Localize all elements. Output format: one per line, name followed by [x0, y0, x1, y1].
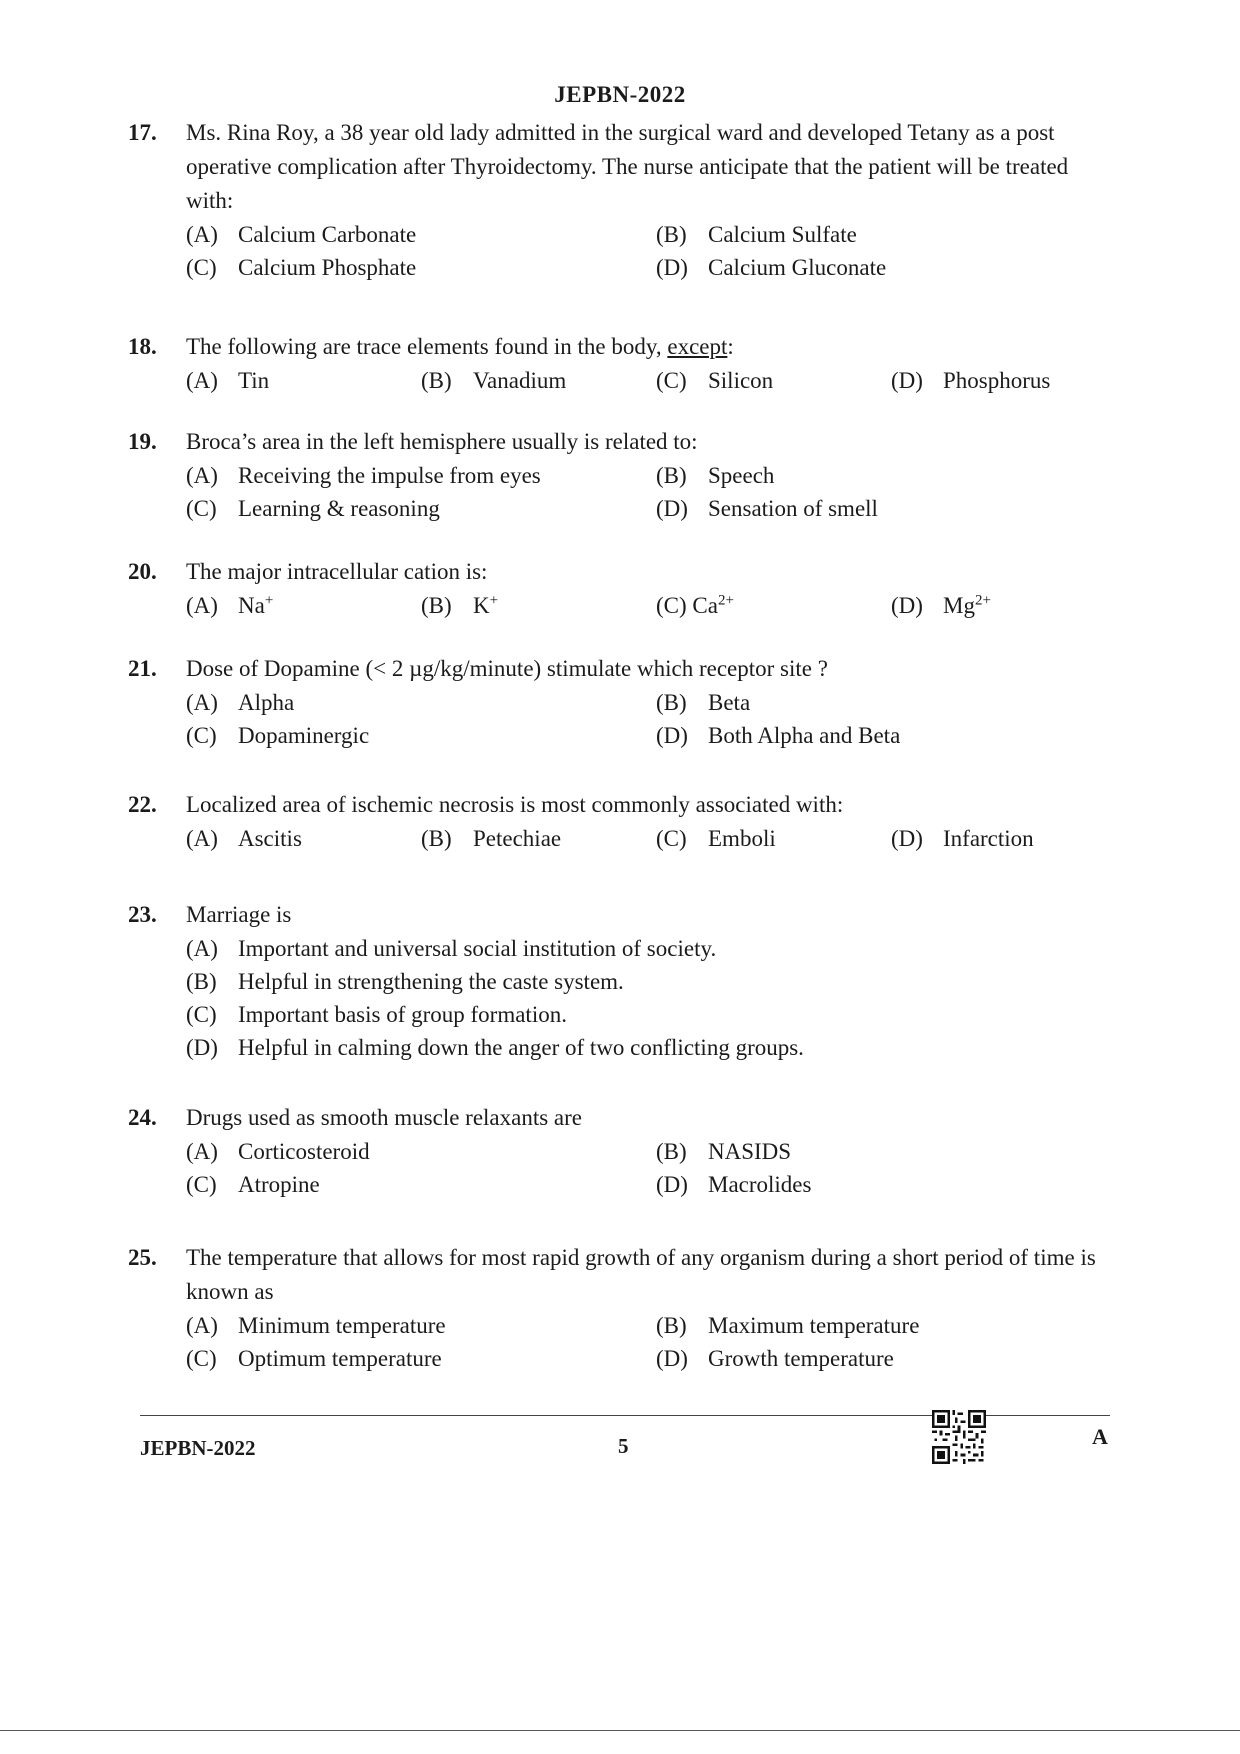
option-text: Macrolides [708, 1172, 812, 1197]
option-text: Dopaminergic [238, 723, 370, 748]
option-d [656, 1168, 1096, 1201]
option-a [186, 459, 656, 492]
option-text: Speech [708, 463, 775, 488]
question-stem: Drugs used as smooth muscle relaxants are [186, 1105, 583, 1130]
option-c [186, 492, 656, 525]
option-letter: (D) [656, 1346, 688, 1371]
option-letter: (B) [656, 1313, 687, 1338]
option-text: Silicon [708, 368, 774, 393]
option-text: Calcium Sulfate [708, 222, 857, 247]
option-letter: (C) [186, 496, 217, 521]
option-letter: (B) [421, 368, 452, 393]
option-text: Alpha [238, 690, 295, 715]
option-letter: (C) [186, 1002, 217, 1027]
question-stem: Ms. Rina Roy, a 38 year old lady admitted in the surgical ward and developed Tetany as a post operative complication after Thyroidectomy. The nurse anticipate that the patient will be treated with: [186, 120, 1069, 213]
option-a [186, 589, 421, 622]
option-d [656, 1342, 1096, 1375]
option-c [656, 589, 891, 622]
option-text: Receiving the impulse from eyes [238, 463, 541, 488]
option-letter: (D) [186, 1035, 218, 1060]
option-letter: (A) [186, 1139, 218, 1164]
option-text: Maximum temperature [708, 1313, 920, 1338]
question-20 [128, 555, 1098, 622]
option-text: NASIDS [708, 1139, 792, 1164]
option-b [421, 589, 656, 622]
option-b [656, 686, 1096, 719]
option-letter: (C) [656, 593, 687, 618]
question-stem-emphasis: except [667, 334, 728, 359]
ion-charge: 2+ [974, 592, 991, 609]
option-d [186, 1031, 1086, 1064]
option-text: Sensation of smell [708, 496, 878, 521]
option-d [656, 492, 1096, 525]
ion-symbol: K [473, 593, 490, 618]
option-text: Important and universal social institution of society. [238, 936, 717, 961]
option-letter: (D) [891, 826, 923, 851]
ion-charge: 2+ [717, 592, 734, 609]
option-c [186, 1342, 656, 1375]
option-letter: (D) [891, 368, 923, 393]
option-letter: (B) [186, 969, 217, 994]
option-letter: (B) [656, 690, 687, 715]
option-text: Infarction [943, 826, 1034, 851]
option-text: Ascitis [238, 826, 302, 851]
question-number: 22. [128, 792, 157, 817]
ion-charge: + [264, 592, 274, 609]
question-19 [128, 425, 1098, 525]
option-letter: (B) [656, 1139, 687, 1164]
option-text: Beta [708, 690, 751, 715]
option-b [421, 364, 656, 397]
page-header: JEPBN-2022 [554, 82, 686, 107]
option-c [656, 822, 891, 855]
option-a [186, 932, 1086, 965]
option-a [186, 218, 656, 251]
option-letter: (A) [186, 222, 218, 247]
option-c [186, 719, 656, 752]
question-number: 18. [128, 334, 157, 359]
option-text: Corticosteroid [238, 1139, 370, 1164]
option-text: Emboli [708, 826, 776, 851]
qr-code-icon [932, 1410, 986, 1464]
option-letter: (C) [186, 723, 217, 748]
option-letter: (D) [656, 723, 688, 748]
ion-symbol: Ca [692, 593, 718, 618]
option-text: Phosphorus [943, 368, 1051, 393]
option-letter: (B) [656, 463, 687, 488]
option-letter: (B) [421, 593, 452, 618]
option-letter: (A) [186, 368, 218, 393]
page-number: 5 [618, 1434, 629, 1458]
question-stem: Marriage is [186, 902, 292, 927]
option-letter: (C) [186, 1172, 217, 1197]
option-letter: (A) [186, 463, 218, 488]
option-b [656, 459, 1096, 492]
question-stem: Dose of Dopamine (< 2 µg/kg/minute) stimulate which receptor site ? [186, 656, 828, 681]
option-a [186, 364, 421, 397]
option-letter: (B) [656, 222, 687, 247]
option-letter: (C) [656, 826, 687, 851]
question-number: 23. [128, 902, 157, 927]
option-d [891, 364, 1126, 397]
option-letter: (C) [186, 1346, 217, 1371]
question-number: 17. [128, 120, 157, 145]
option-c [186, 251, 656, 284]
option-letter: (C) [186, 255, 217, 280]
question-number: 25. [128, 1245, 157, 1270]
option-c [186, 998, 1086, 1031]
scan-edge-line [0, 1730, 1240, 1731]
footer-code: JEPBN-2022 [140, 1436, 256, 1460]
option-d [891, 589, 1126, 622]
option-text: Both Alpha and Beta [708, 723, 901, 748]
option-letter: (D) [656, 496, 688, 521]
option-letter: (A) [186, 1313, 218, 1338]
question-number: 24. [128, 1105, 157, 1130]
option-a [186, 822, 421, 855]
question-24 [128, 1101, 1098, 1201]
option-text: Tin [238, 368, 270, 393]
option-letter: (D) [656, 1172, 688, 1197]
option-letter: (A) [186, 936, 218, 961]
option-b [656, 1135, 1096, 1168]
question-18 [128, 330, 1098, 397]
question-stem: The temperature that allows for most rapid growth of any organism during a short period of time is known as [186, 1245, 1096, 1304]
option-text: Important basis of group formation. [238, 1002, 567, 1027]
question-stem: The major intracellular cation is: [186, 559, 488, 584]
option-a [186, 1309, 656, 1342]
option-letter: (B) [421, 826, 452, 851]
question-21 [128, 652, 1098, 752]
option-text: Helpful in calming down the anger of two conflicting groups. [238, 1035, 804, 1060]
option-b [656, 218, 1096, 251]
question-number: 19. [128, 429, 157, 454]
question-stem-tail: : [727, 334, 734, 359]
option-letter: (C) [656, 368, 687, 393]
option-d [656, 719, 1096, 752]
question-23 [128, 898, 1098, 1064]
option-text: Learning & reasoning [238, 496, 440, 521]
question-17 [128, 116, 1098, 284]
question-22 [128, 788, 1098, 855]
question-25 [128, 1241, 1098, 1375]
option-text: Helpful in strengthening the caste system. [238, 969, 624, 994]
option-text: Atropine [238, 1172, 320, 1197]
ion-symbol: Na [238, 593, 265, 618]
option-text: Vanadium [473, 368, 567, 393]
option-text: Optimum temperature [238, 1346, 442, 1371]
option-a [186, 686, 656, 719]
question-stem: Localized area of ischemic necrosis is most commonly associated with: [186, 792, 844, 817]
ion-charge: + [489, 592, 499, 609]
option-c [186, 1168, 656, 1201]
option-d [891, 822, 1126, 855]
question-number: 21. [128, 656, 157, 681]
option-letter: (A) [186, 690, 218, 715]
option-a [186, 1135, 656, 1168]
option-text: Minimum temperature [238, 1313, 446, 1338]
question-stem [186, 330, 1098, 364]
option-text: Petechiae [473, 826, 562, 851]
option-b [421, 822, 656, 855]
option-text: Calcium Phosphate [238, 255, 417, 280]
option-letter: (D) [891, 593, 923, 618]
option-letter: (D) [656, 255, 688, 280]
option-text: Calcium Carbonate [238, 222, 417, 247]
ion-symbol: Mg [943, 593, 975, 618]
question-set-label: A [1092, 1424, 1108, 1449]
option-text: Calcium Gluconate [708, 255, 887, 280]
option-letter: (A) [186, 593, 218, 618]
question-stem-text: The following are trace elements found in the body, [186, 334, 662, 359]
option-text: Growth temperature [708, 1346, 894, 1371]
question-number: 20. [128, 559, 157, 584]
option-b [186, 965, 1086, 998]
option-c [656, 364, 891, 397]
option-letter: (A) [186, 826, 218, 851]
option-b [656, 1309, 1096, 1342]
question-stem: Broca’s area in the left hemisphere usually is related to: [186, 429, 698, 454]
option-d [656, 251, 1096, 284]
